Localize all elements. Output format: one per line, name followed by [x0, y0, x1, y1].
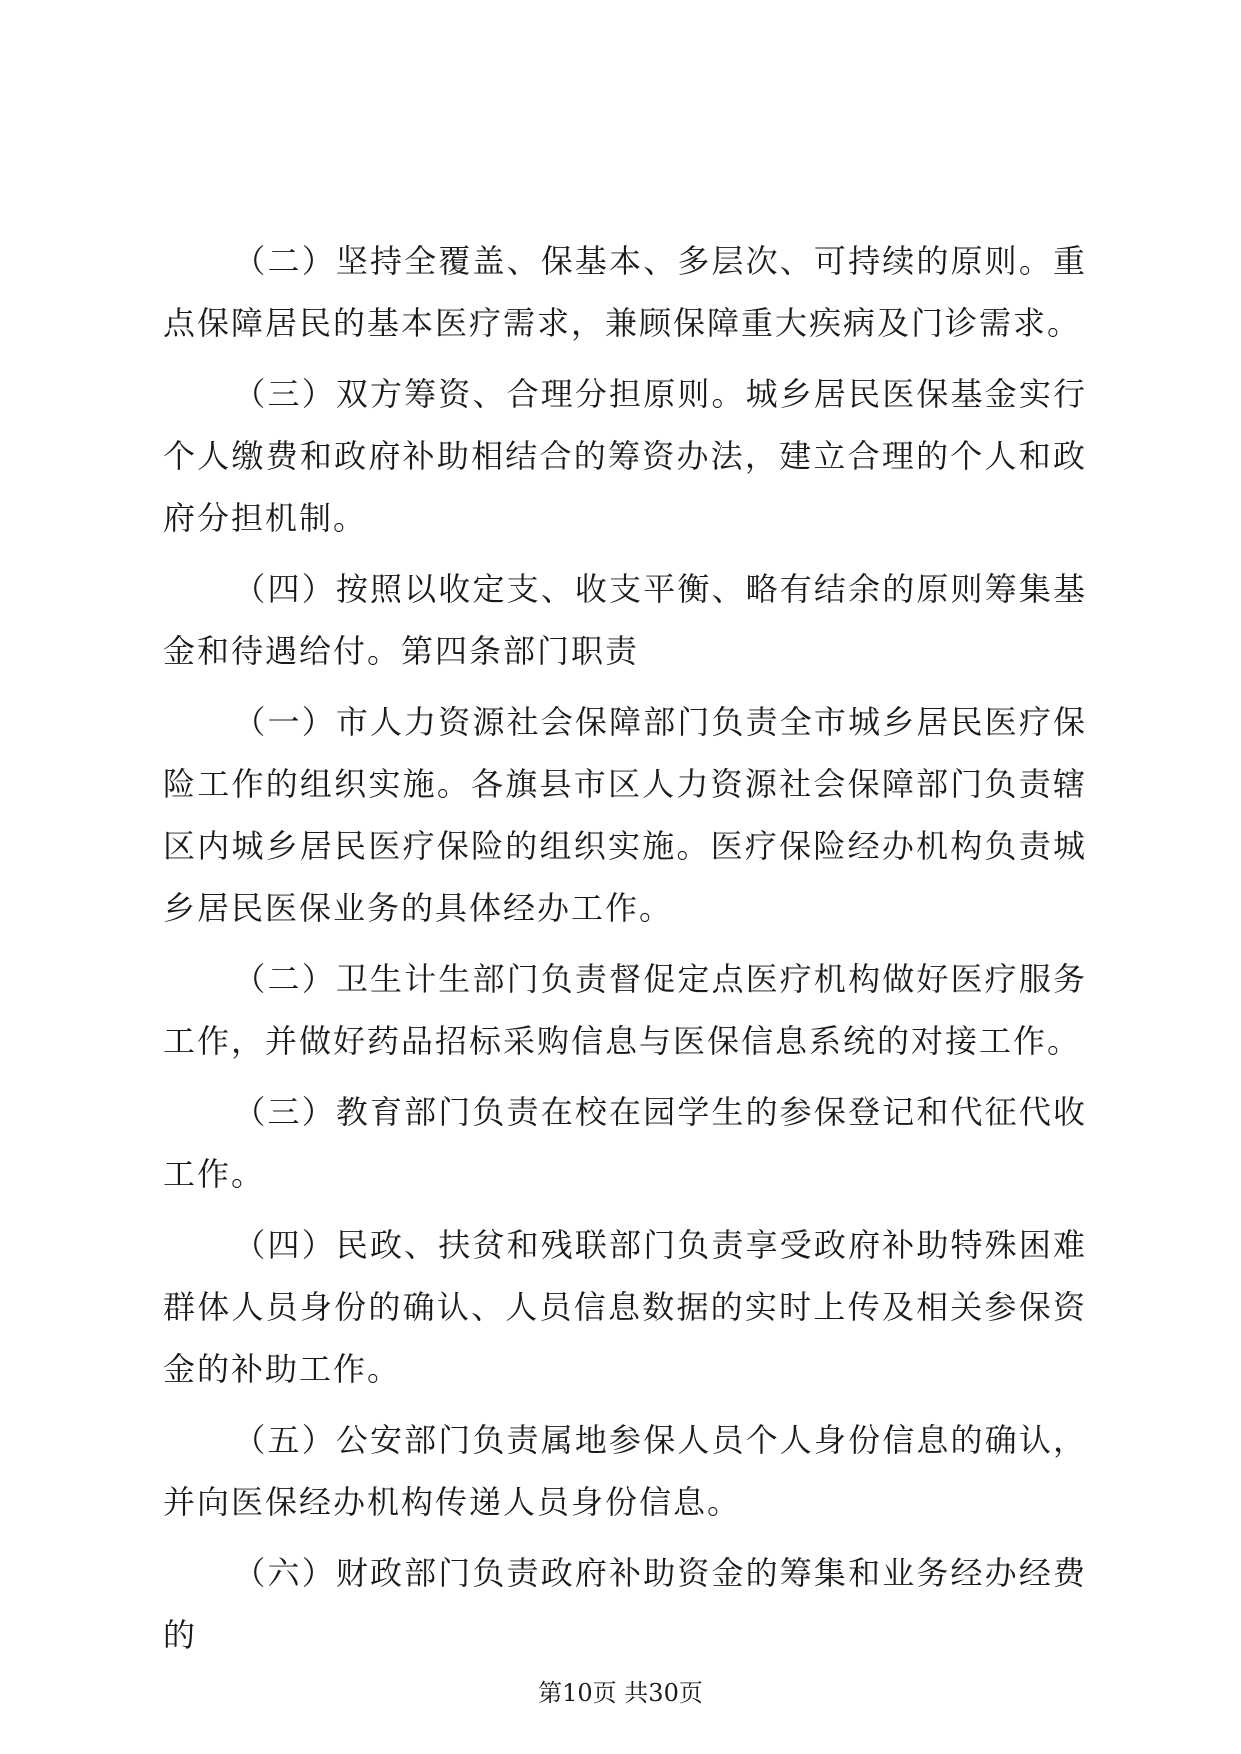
- paragraph: （三）双方筹资、合理分担原则。城乡居民医保基金实行个人缴费和政府补助相结合的筹资办法，建立合理的个人和政府分担机制。: [163, 375, 1087, 537]
- paragraph: （六）财政部门负责政府补助资金的筹集和业务经办经费的: [163, 1554, 1087, 1654]
- document-body: [163, 230, 1087, 1675]
- paragraph: （二）坚持全覆盖、保基本、多层次、可持续的原则。重点保障居民的基本医疗需求，兼顾保障重大疾病及门诊需求。: [163, 242, 1087, 342]
- paragraph: （三）教育部门负责在校在园学生的参保登记和代征代收工作。: [163, 1093, 1087, 1193]
- paragraph: （一）市人力资源社会保障部门负责全市城乡居民医疗保险工作的组织实施。各旗县市区人力资源社会保障部门负责辖区内城乡居民医疗保险的组织实施。医疗保险经办机构负责城乡居民医保业务的具体经办工作。: [163, 703, 1087, 927]
- paragraph: （四）按照以收定支、收支平衡、略有结余的原则筹集基金和待遇给付。第四条部门职责: [163, 570, 1087, 670]
- paragraph: （五）公安部门负责属地参保人员个人身份信息的确认，并向医保经办机构传递人员身份信息。: [163, 1421, 1087, 1521]
- paragraph: （四）民政、扶贫和残联部门负责享受政府补助特殊困难群体人员身份的确认、人员信息数据的实时上传及相关参保资金的补助工作。: [163, 1226, 1087, 1388]
- page-footer: 第10页 共30页: [538, 1679, 703, 1707]
- paragraph: （二）卫生计生部门负责督促定点医疗机构做好医疗服务工作，并做好药品招标采购信息与医保信息系统的对接工作。: [163, 960, 1087, 1060]
